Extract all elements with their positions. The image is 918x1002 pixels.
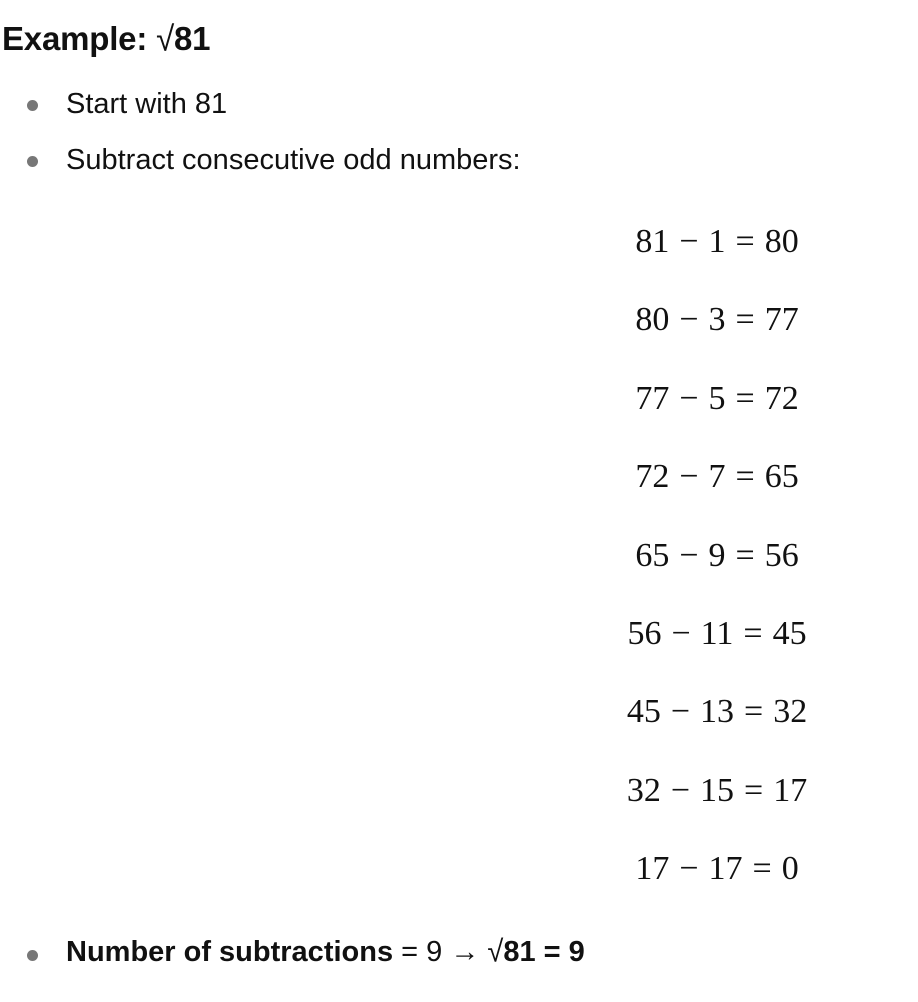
equation-minuend: 17 [635,850,670,888]
equation-subtrahend: 3 [708,301,726,339]
equation-result: 65 [764,458,799,496]
equation-result: 77 [764,301,799,339]
equation-subtrahend: 15 [700,771,734,809]
equals-sign: = [735,223,755,260]
equation-result: 45 [772,614,807,652]
equation-minuend: 65 [635,536,670,574]
equation-row [460,457,918,535]
equals-sign: = [735,301,755,339]
equation-row [460,536,918,614]
minus-sign: − [679,301,699,339]
equals-sign: = [744,771,764,809]
sqrt-expression [156,20,210,58]
square-root-icon: √ [156,19,175,58]
conclusion-count: = 9 → [393,936,488,968]
equation-subtrahend: 9 [708,536,726,574]
equation-result: 80 [764,223,799,260]
radicand: 81 [174,20,211,57]
equation-subtrahend: 13 [700,693,734,731]
equation-subtrahend: 11 [700,614,734,652]
equation-row [460,771,918,849]
equation-row [460,849,918,927]
equals-sign: = [743,614,763,652]
minus-sign: − [671,614,691,652]
square-root-icon: √ [487,935,504,969]
equals-sign: = [744,693,764,731]
minus-sign: − [670,693,690,731]
bullet-dot-icon [27,156,38,167]
conclusion-radicand: 81 [503,936,536,968]
equation-result: 32 [773,693,808,731]
equation-row [460,614,918,692]
equation-row [460,379,918,457]
minus-sign: − [679,536,699,574]
equals-sign: = [752,850,772,888]
list-item-text: Subtract consecutive odd numbers: [66,144,521,176]
equation-subtrahend: 1 [708,223,726,260]
equals-sign: = [735,458,755,496]
equation-row [460,692,918,770]
equation-subtrahend: 17 [708,850,743,888]
list-item-text: Start with 81 [66,88,228,120]
equation-minuend: 72 [635,458,670,496]
equation-minuend: 77 [635,379,670,417]
minus-sign: − [679,850,699,888]
equation-minuend: 56 [627,614,662,652]
equation-result: 56 [764,536,799,574]
conclusion-result: = 9 [535,936,585,968]
equation-subtrahend: 5 [708,379,726,417]
equation-minuend: 32 [626,771,661,809]
minus-sign: − [679,458,699,496]
equation-minuend: 80 [635,301,670,339]
equation-subtrahend: 7 [708,458,726,496]
equation-row [460,222,918,300]
example-heading [2,20,210,58]
equals-sign: = [735,536,755,574]
minus-sign: − [670,771,690,809]
equation-minuend: 81 [635,223,670,260]
equation-result: 17 [773,771,808,809]
equation-minuend: 45 [626,693,661,731]
minus-sign: − [679,223,699,260]
conclusion-sqrt [487,936,584,969]
bullet-dot-icon [27,100,38,111]
equation-list [560,222,918,928]
equation-result: 72 [764,379,799,417]
example-heading-prefix: Example: [2,20,157,57]
minus-sign: − [679,379,699,417]
conclusion-label: Number of subtractions [66,936,394,968]
equation-row [460,300,918,378]
equation-result: 0 [781,850,799,888]
conclusion-text [66,936,585,969]
bullet-dot-icon [27,950,38,961]
equals-sign: = [735,379,755,417]
